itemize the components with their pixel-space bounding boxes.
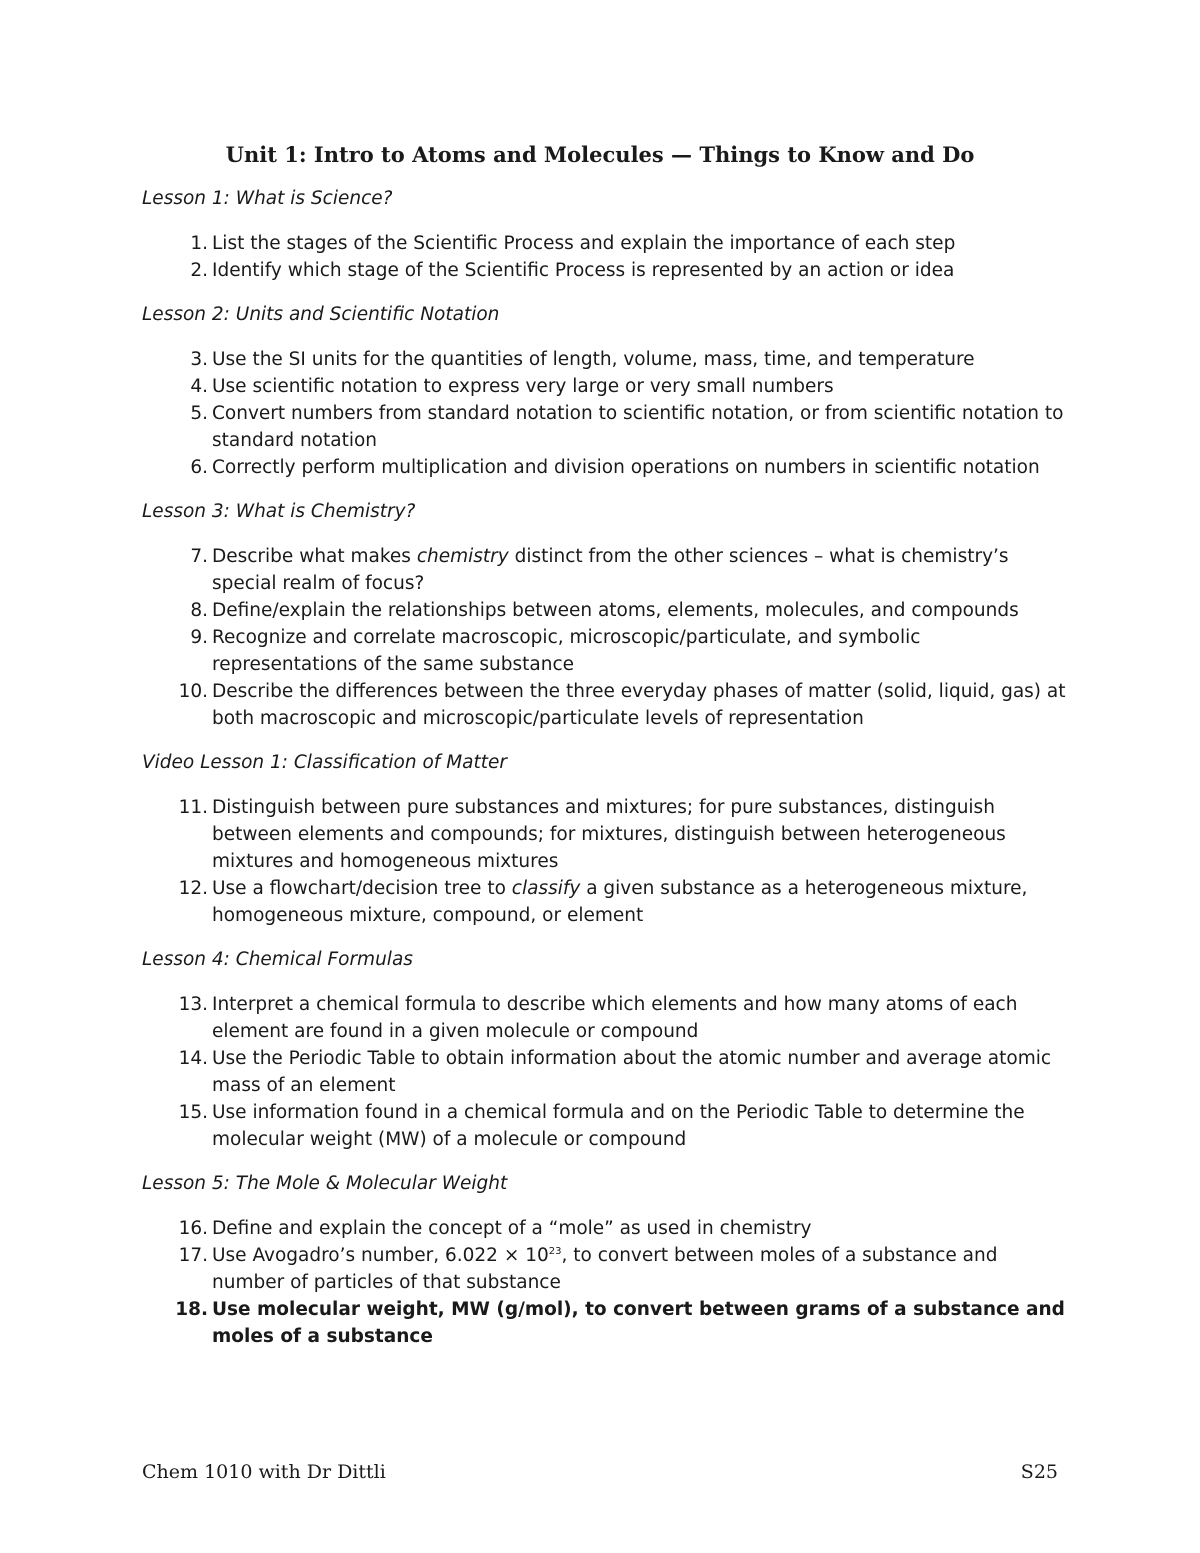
objective-number: 8. bbox=[190, 600, 208, 621]
objective-text: Recognize and correlate macroscopic, microscopic/particulate, and symbolic representations of the same substance bbox=[212, 627, 921, 675]
lesson-heading: Lesson 4: Chemical Formulas bbox=[142, 949, 413, 970]
objective-number: 10. bbox=[178, 681, 208, 702]
objective-item bbox=[142, 1215, 1067, 1242]
footer-term: S25 bbox=[1020, 1461, 1058, 1483]
objective-list bbox=[142, 230, 1067, 284]
objective-text-part: Describe what makes bbox=[212, 546, 417, 567]
objective-text: Use molecular weight, MW (g/mol), to convert between grams of a substance and moles of a substance bbox=[212, 1299, 1065, 1347]
objective-item bbox=[142, 543, 1067, 597]
objective-item bbox=[142, 875, 1067, 929]
objective-text: Use scientific notation to express very large or very small numbers bbox=[212, 376, 834, 397]
objective-item bbox=[142, 624, 1067, 678]
objective-item bbox=[142, 257, 1067, 284]
objective-number: 17. bbox=[178, 1245, 208, 1266]
objective-text: Convert numbers from standard notation to scientific notation, or from scientific notation to standard notation bbox=[212, 403, 1064, 451]
lesson-heading: Lesson 3: What is Chemistry? bbox=[142, 501, 416, 522]
objective-number: 14. bbox=[178, 1048, 208, 1069]
objective-item bbox=[142, 230, 1067, 257]
exponent: 23 bbox=[548, 1245, 562, 1257]
objective-text: Define and explain the concept of a “mole” as used in chemistry bbox=[212, 1218, 812, 1239]
objectives-content bbox=[142, 184, 1067, 1366]
objective-text: Use the SI units for the quantities of length, volume, mass, time, and temperature bbox=[212, 349, 975, 370]
objective-text: Distinguish between pure substances and mixtures; for pure substances, distinguish between elements and compounds; for mixtures, distinguish between heterogeneous mixtures and homogeneous mixtures bbox=[212, 797, 1006, 872]
objective-list bbox=[142, 543, 1067, 732]
objective-text: Correctly perform multiplication and division operations on numbers in scientific notation bbox=[212, 457, 1040, 478]
objective-text-part: distinct from the other sciences – what is chemistry’s special realm of focus? bbox=[212, 546, 1009, 594]
objective-list bbox=[142, 991, 1067, 1153]
page-title: Unit 1: Intro to Atoms and Molecules — Things to Know and Do bbox=[225, 142, 975, 167]
objective-number: 1. bbox=[190, 233, 208, 254]
objective-item bbox=[142, 678, 1067, 732]
objective-text: List the stages of the Scientific Process and explain the importance of each step bbox=[212, 233, 956, 254]
objective-text-part: Use Avogadro’s number, 6.022 × 10 bbox=[212, 1245, 549, 1266]
objective-number: 11. bbox=[178, 797, 208, 818]
objective-number: 16. bbox=[178, 1218, 208, 1239]
objective-text: Define/explain the relationships between atoms, elements, molecules, and compounds bbox=[212, 600, 1019, 621]
objective-number: 3. bbox=[190, 349, 208, 370]
lesson-heading: Video Lesson 1: Classification of Matter bbox=[142, 752, 507, 773]
objective-item bbox=[142, 400, 1067, 454]
objective-item bbox=[142, 1045, 1067, 1099]
lesson-heading: Lesson 1: What is Science? bbox=[142, 188, 393, 209]
objective-number: 9. bbox=[190, 627, 208, 648]
objective-text-part: Use a flowchart/decision tree to bbox=[212, 878, 512, 899]
objective-text-part: , to convert between moles of a substance and number of particles of that substance bbox=[212, 1245, 998, 1293]
objective-list bbox=[142, 346, 1067, 481]
objective-number: 7. bbox=[190, 546, 208, 567]
objective-number: 2. bbox=[190, 260, 208, 281]
objective-number: 12. bbox=[178, 878, 208, 899]
objective-item bbox=[142, 794, 1067, 875]
objective-number: 18. bbox=[175, 1299, 208, 1320]
objective-number: 6. bbox=[190, 457, 208, 478]
objective-list bbox=[142, 794, 1067, 929]
footer-course: Chem 1010 with Dr Dittli bbox=[142, 1461, 386, 1483]
objective-number: 13. bbox=[178, 994, 208, 1015]
objective-item bbox=[142, 373, 1067, 400]
objective-item bbox=[142, 1099, 1067, 1153]
objective-number: 15. bbox=[178, 1102, 208, 1123]
objective-text: Describe the differences between the three everyday phases of matter (solid, liquid, gas) at both macroscopic and microscopic/particulate levels of representation bbox=[212, 681, 1066, 729]
objective-text: Use information found in a chemical formula and on the Periodic Table to determine the molecular weight (MW) of a molecule or compound bbox=[212, 1102, 1025, 1150]
objective-item bbox=[142, 346, 1067, 373]
lesson-heading: Lesson 2: Units and Scientific Notation bbox=[142, 304, 500, 325]
lesson-heading: Lesson 5: The Mole & Molecular Weight bbox=[142, 1173, 508, 1194]
objective-list bbox=[142, 1215, 1067, 1350]
objective-emphasis: classify bbox=[511, 878, 581, 899]
objective-emphasis: chemistry bbox=[416, 546, 509, 567]
objective-item-highlighted bbox=[142, 1296, 1067, 1350]
objective-item bbox=[142, 454, 1067, 481]
objective-item bbox=[142, 597, 1067, 624]
objective-text: Identify which stage of the Scientific Process is represented by an action or idea bbox=[212, 260, 955, 281]
objective-item bbox=[142, 1242, 1067, 1296]
objective-item bbox=[142, 991, 1067, 1045]
objective-number: 5. bbox=[190, 403, 208, 424]
objective-number: 4. bbox=[190, 376, 208, 397]
objective-text: Use the Periodic Table to obtain information about the atomic number and average atomic mass of an element bbox=[212, 1048, 1052, 1096]
objective-text-part: a given substance as a heterogeneous mixture, homogeneous mixture, compound, or element bbox=[212, 878, 1028, 926]
objective-text: Interpret a chemical formula to describe which elements and how many atoms of each element are found in a given molecule or compound bbox=[212, 994, 1018, 1042]
